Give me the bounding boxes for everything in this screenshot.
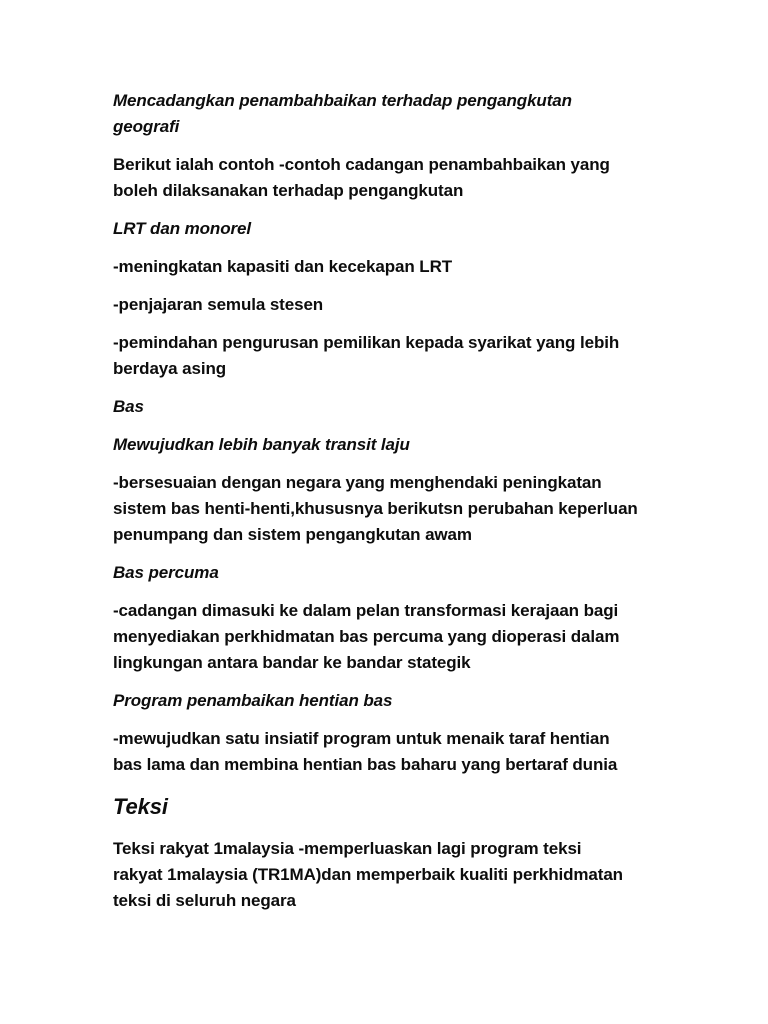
- text-line: rakyat 1malaysia (TR1MA)dan memperbaik kualiti perkhidmatan: [113, 865, 623, 884]
- paragraph-intro: [113, 152, 768, 204]
- text-line: sistem bas henti-henti,khususnya berikutsn perubahan keperluan: [113, 499, 638, 518]
- text-line: -pemindahan pengurusan pemilikan kepada syarikat yang lebih: [113, 333, 620, 352]
- heading-pengangkutan-geografi: [113, 88, 768, 140]
- heading-program-hentian-bas: [113, 688, 768, 714]
- text-line: Bas: [113, 397, 144, 416]
- text-line: Teksi rakyat 1malaysia -memperluaskan lagi program teksi: [113, 839, 582, 858]
- document-content: [113, 88, 768, 926]
- heading-teksi: [113, 790, 768, 824]
- heading-bas-percuma: [113, 560, 768, 586]
- text-line: boleh dilaksanakan terhadap pengangkutan: [113, 181, 464, 200]
- paragraph-pemindahan-pengurusan: [113, 330, 768, 382]
- text-line: Program penambaikan hentian bas: [113, 691, 393, 710]
- text-line: geografi: [113, 117, 180, 136]
- text-line: Bas percuma: [113, 563, 219, 582]
- text-line: Berikut ialah contoh -contoh cadangan penambahbaikan yang: [113, 155, 610, 174]
- text-line: -meningkatan kapasiti dan kecekapan LRT: [113, 257, 453, 276]
- paragraph-teksi-rakyat: [113, 836, 768, 914]
- text-line: LRT dan monorel: [113, 219, 251, 238]
- heading-lrt-dan-monorel: [113, 216, 768, 242]
- paragraph-pelan-transformasi: [113, 598, 768, 676]
- paragraph-kapasiti-lrt: [113, 254, 768, 280]
- text-line: -bersesuaian dengan negara yang menghendaki peningkatan: [113, 473, 602, 492]
- heading-bas: [113, 394, 768, 420]
- text-line: Mewujudkan lebih banyak transit laju: [113, 435, 410, 454]
- text-line: berdaya asing: [113, 359, 227, 378]
- text-line: -penjajaran semula stesen: [113, 295, 324, 314]
- text-line: bas lama dan membina hentian bas baharu yang bertaraf dunia: [113, 755, 618, 774]
- paragraph-bersesuaian: [113, 470, 768, 548]
- heading-transit-laju: [113, 432, 768, 458]
- text-line: menyediakan perkhidmatan bas percuma yang dioperasi dalam: [113, 627, 620, 646]
- text-line: -cadangan dimasuki ke dalam pelan transformasi kerajaan bagi: [113, 601, 619, 620]
- paragraph-penjajaran-stesen: [113, 292, 768, 318]
- text-line: teksi di seluruh negara: [113, 891, 296, 910]
- text-line: lingkungan antara bandar ke bandar stategik: [113, 653, 471, 672]
- paragraph-menaik-taraf-hentian: [113, 726, 768, 778]
- text-line: penumpang dan sistem pengangkutan awam: [113, 525, 472, 544]
- text-line: Mencadangkan penambahbaikan terhadap pengangkutan: [113, 91, 572, 110]
- text-line: -mewujudkan satu insiatif program untuk menaik taraf hentian: [113, 729, 610, 748]
- text-line: Teksi: [113, 794, 168, 819]
